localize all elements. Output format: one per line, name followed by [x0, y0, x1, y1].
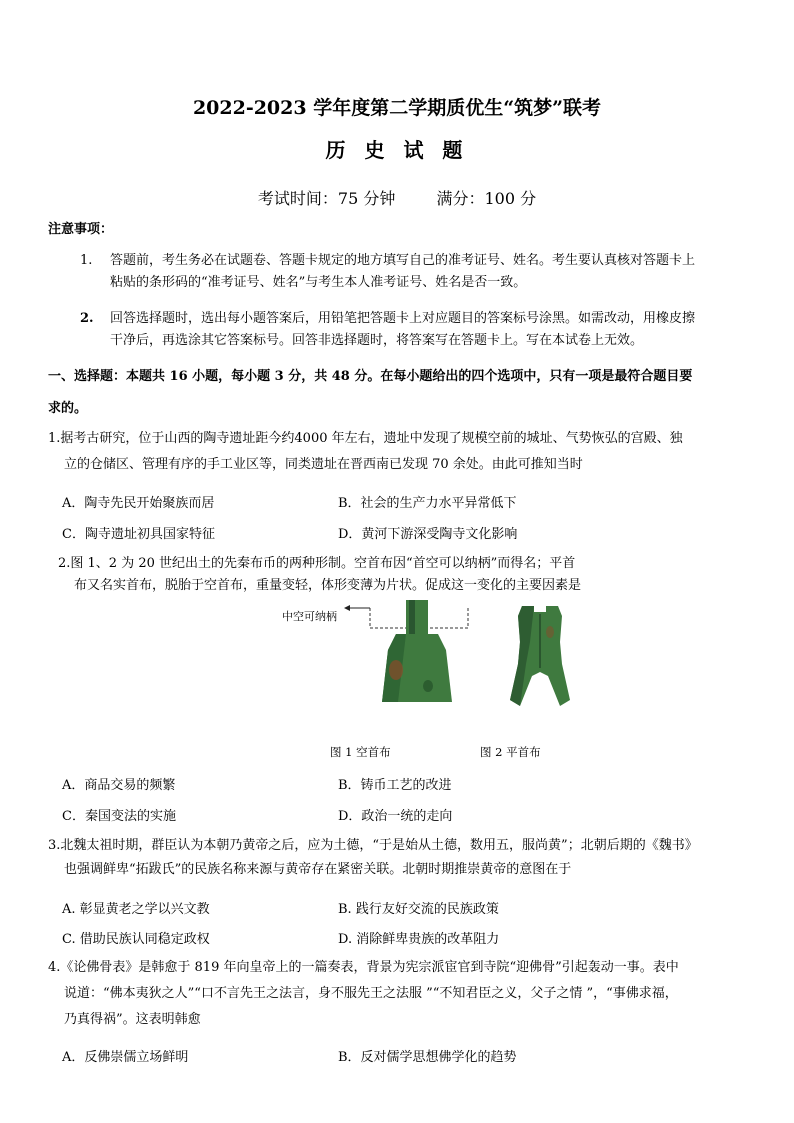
note-line: 干净后，再选涂其它答案标号。回答非选择题时，将答案写在答题卡上。写在本试卷上无效。 — [110, 333, 644, 348]
question-4 — [48, 957, 748, 1031]
q1-option-c[interactable]: C．陶寺遗址初具国家特征 — [62, 527, 215, 542]
section-line: 一、选择题：本题共 16 小题，每小题 3 分，共 48 分。在每小题给出的四个选项中，只有一项是最符合题目要 — [48, 369, 693, 384]
q2-option-b[interactable]: B．铸币工艺的改进 — [338, 778, 452, 793]
question-2 — [58, 553, 758, 597]
exam-time: 考试时间：75 分钟 — [257, 189, 396, 208]
question-stem: 2.图 1、2 为 20 世纪出土的先秦布币的两种形制。空首布因“首空可以纳柄”而得名；平首 — [58, 556, 576, 571]
figure-2 — [500, 602, 580, 714]
question-stem: 布又名实首布，脱胎于空首布，重量变轻，体形变薄为片状。促成这一变化的主要因素是 — [74, 578, 582, 593]
section-line: 求的。 — [48, 401, 88, 416]
question-stem: 立的仓储区、管理有序的手工业区等，同类遗址在晋西南已发现 70 余处。由此可推知当时 — [64, 457, 583, 472]
question-stem: 乃真得祸”。这表明韩愈 — [64, 1012, 201, 1027]
q2-option-c[interactable]: C．秦国变法的实施 — [62, 809, 176, 824]
q3-option-c[interactable]: C. 借助民族认同稳定政权 — [62, 932, 210, 947]
question-stem: 说道：“佛本夷狄之人”“口不言先王之法言，身不服先王之法服 ”“不知君臣之义，父子之情 ”，“事佛求福， — [64, 986, 678, 1001]
question-stem: 也强调鲜卑“拓跋氏”的民族名称来源与黄帝存在紧密关联。北朝时期推崇黄帝的意图在于 — [64, 862, 572, 877]
figure-1 — [278, 598, 478, 710]
exam-info — [0, 186, 794, 209]
q4-option-a[interactable]: A．反佛崇儒立场鲜明 — [62, 1050, 189, 1065]
q3-option-d[interactable]: D. 消除鲜卑贵族的改革阻力 — [338, 932, 500, 947]
subject-title: 历 史 试 题 — [325, 138, 469, 162]
note-line: 答题前，考生务必在试题卷、答题卡规定的地方填写自己的准考证号、姓名。考生要认真核对答题卡上 — [110, 253, 696, 268]
note-number: 1. — [80, 253, 93, 268]
question-stem: 4.《论佛骨表》是韩愈于 819 年向皇帝上的一篇奏表，背景为宪宗派宦官到寺院“迎佛骨”引起轰动一事。表中 — [48, 960, 679, 975]
q3-option-a[interactable]: A. 彰显黄老之学以兴文教 — [62, 902, 210, 917]
question-3 — [48, 835, 748, 881]
note-line: 回答选择题时，选出每小题答案后，用铅笔把答题卡上对应题目的答案标号涂黑。如需改动，用橡皮擦 — [110, 311, 696, 326]
question-stem: 1.据考古研究，位于山西的陶寺遗址距今约4000 年左右，遗址中发现了规模空前的城址、气势恢弘的宫殿、独 — [48, 431, 683, 446]
q2-option-a[interactable]: A．商品交易的频繁 — [62, 778, 176, 793]
section-heading — [48, 366, 748, 420]
note-item-2 — [80, 308, 730, 352]
q1-option-b[interactable]: B．社会的生产力水平异常低下 — [338, 496, 517, 511]
figure-2-caption: 图 2 平首布 — [480, 745, 541, 759]
note-item-1 — [80, 250, 730, 294]
q3-option-b[interactable]: B. 践行友好交流的民族政策 — [338, 902, 499, 917]
notes-heading: 注意事项： — [48, 222, 114, 237]
exam-title: 2022-2023 学年度第二学期质优生“筑梦”联考 — [192, 97, 602, 119]
q1-option-d[interactable]: D．黄河下游深受陶寺文化影响 — [338, 527, 518, 542]
question-1 — [48, 428, 748, 476]
q1-option-a[interactable]: A．陶寺先民开始聚族而居 — [62, 496, 215, 511]
figure-label: 中空可纳柄 — [282, 610, 337, 623]
q4-option-b[interactable]: B．反对儒学思想佛学化的趋势 — [338, 1050, 517, 1065]
q2-option-d[interactable]: D．政治一统的走向 — [338, 809, 453, 824]
note-number: 2. — [80, 311, 94, 326]
figure-1-caption: 图 1 空首布 — [330, 745, 391, 759]
question-stem: 3.北魏太祖时期，群臣认为本朝乃黄帝之后，应为土德，“于是始从土德，数用五，服尚黄”；北朝后期的《魏书》 — [48, 838, 698, 853]
exam-score: 满分：100 分 — [436, 189, 537, 208]
flat-head-spade-coin-image — [500, 602, 580, 714]
note-line: 粘贴的条形码的“准考证号、姓名”与考生本人准考证号、姓名是否一致。 — [110, 275, 527, 290]
